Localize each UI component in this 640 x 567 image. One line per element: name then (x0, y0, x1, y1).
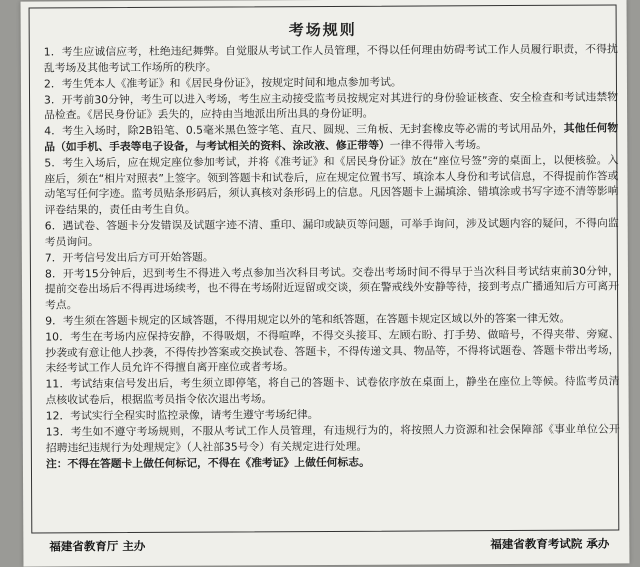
rules-frame (29, 4, 620, 533)
rule-item-4 (44, 121, 618, 155)
rule-item: 10．考生在考场内应保持安静，不得吸烟，不得喧哗，不得交头接耳、左顾右盼、打手势、做暗号，不得夹带、旁窥、抄袭或有意让他人抄袭，不得传抄答案或交换试卷、答题卡，不得传递文具、物品等，不得将试题卷、答题卡带出考场，未经考试工作人员允许不得擅自离开座位或者考场。 (45, 327, 620, 375)
rule-item: 12．考试实行全程实时监控录像，请考生遵守考场纪律。 (45, 408, 319, 423)
rule-4-text: 4．考生入场时，除2B铅笔、0.5毫米黑色签字笔、直尺、圆规、三角板、无封套橡皮等必需的考试用品外， (44, 122, 564, 138)
rules-note: 注：不得在答题卡上做任何标记，不得在《准考证》上做任何标志。 (45, 455, 370, 471)
rule-4-tail: 一律不得带入考场。 (389, 138, 487, 152)
footer (49, 536, 609, 555)
rules-list (44, 41, 620, 472)
undertaker-label: 福建省教育考试院 承办 (490, 536, 610, 552)
rule-item: 1．考生应诚信应考，杜绝违纪舞弊。自觉服从考试工作人员管理，不得以任何理由妨碍考试工作人员履行职责，不得扰乱考场及其他考试工作场所的秩序。 (43, 42, 618, 75)
rule-4-bold: 其他任何物品（如手机、手表等电子设备，与考试相关的资料、涂改液、修正带等） (44, 121, 619, 154)
rule-item: 7．开考信号发出后方可开始答题。 (44, 250, 214, 265)
rules-sheet (21, 0, 630, 567)
rule-item: 9．考生须在答题卡规定的区域答题，不得用规定以外的笔和纸答题，在答题卡规定区域以外的答案一律无效。 (45, 311, 571, 328)
rule-item: 2．考生凭本人《准考证》和《居民身份证》，按规定时间和地点参加考试。 (43, 75, 402, 91)
organizer-label: 福建省教育厅 主办 (49, 538, 146, 554)
rule-item: 5．考生入场后，应在规定座位参加考试，并将《准考证》和《居民身份证》放在“座位号签”旁的桌面上，以便核验。入座后，须在“相片对照表”上签字。领到答题卡和试卷后，应在规定位置书写、填涂本人身份和考试信息，不得提前作答或动笔写任何字迹。监考员贴条形码后，须认真核对条形码上的信息。凡因答题卡上漏填涂、错填涂或书写字迹不清等影响评卷结果的，责任由考生自负。 (44, 153, 619, 217)
rule-item: 11．考试结束信号发出后，考生须立即停笔，将自己的答题卡、试卷依序放在桌面上，静坐在座位上等候。待监考员清点核收试卷后，根据监考员指令依次退出考场。 (45, 374, 620, 407)
rule-item: 6．遇试卷、答题卡分发错误及试题字迹不清、重印、漏印或缺页等问题，可举手询问，涉及试题内容的疑问，不得向监考员询问。 (44, 216, 619, 249)
rule-item: 8．开考15分钟后，迟到考生不得进入考点参加当次科目考试。交卷出考场时间不得早于当次科目考试结束前30分钟，提前交卷出场后不得再进场续考，也不得在考场附近逗留或交谈，须在警戒线外安静等待，接到考点广播通知后方可离开考点。 (44, 264, 620, 312)
rule-item: 13．考生如不遵守考场规则，不服从考试工作人员管理，有违规行为的，将按照人力资源和社会保障部《事业单位公开招聘违纪违规行为处理规定》（人社部35号令）有关规定进行处理。 (45, 422, 620, 455)
page-title: 考场规则 (288, 20, 357, 40)
rule-item: 3．开考前30分钟，考生可以进入考场，考生应主动接受监考员按规定对其进行的身份验证核查、安全检查和考试违禁物品检查。《居民身份证》丢失的，应持由当地派出所出具的身份证明。 (44, 90, 619, 122)
